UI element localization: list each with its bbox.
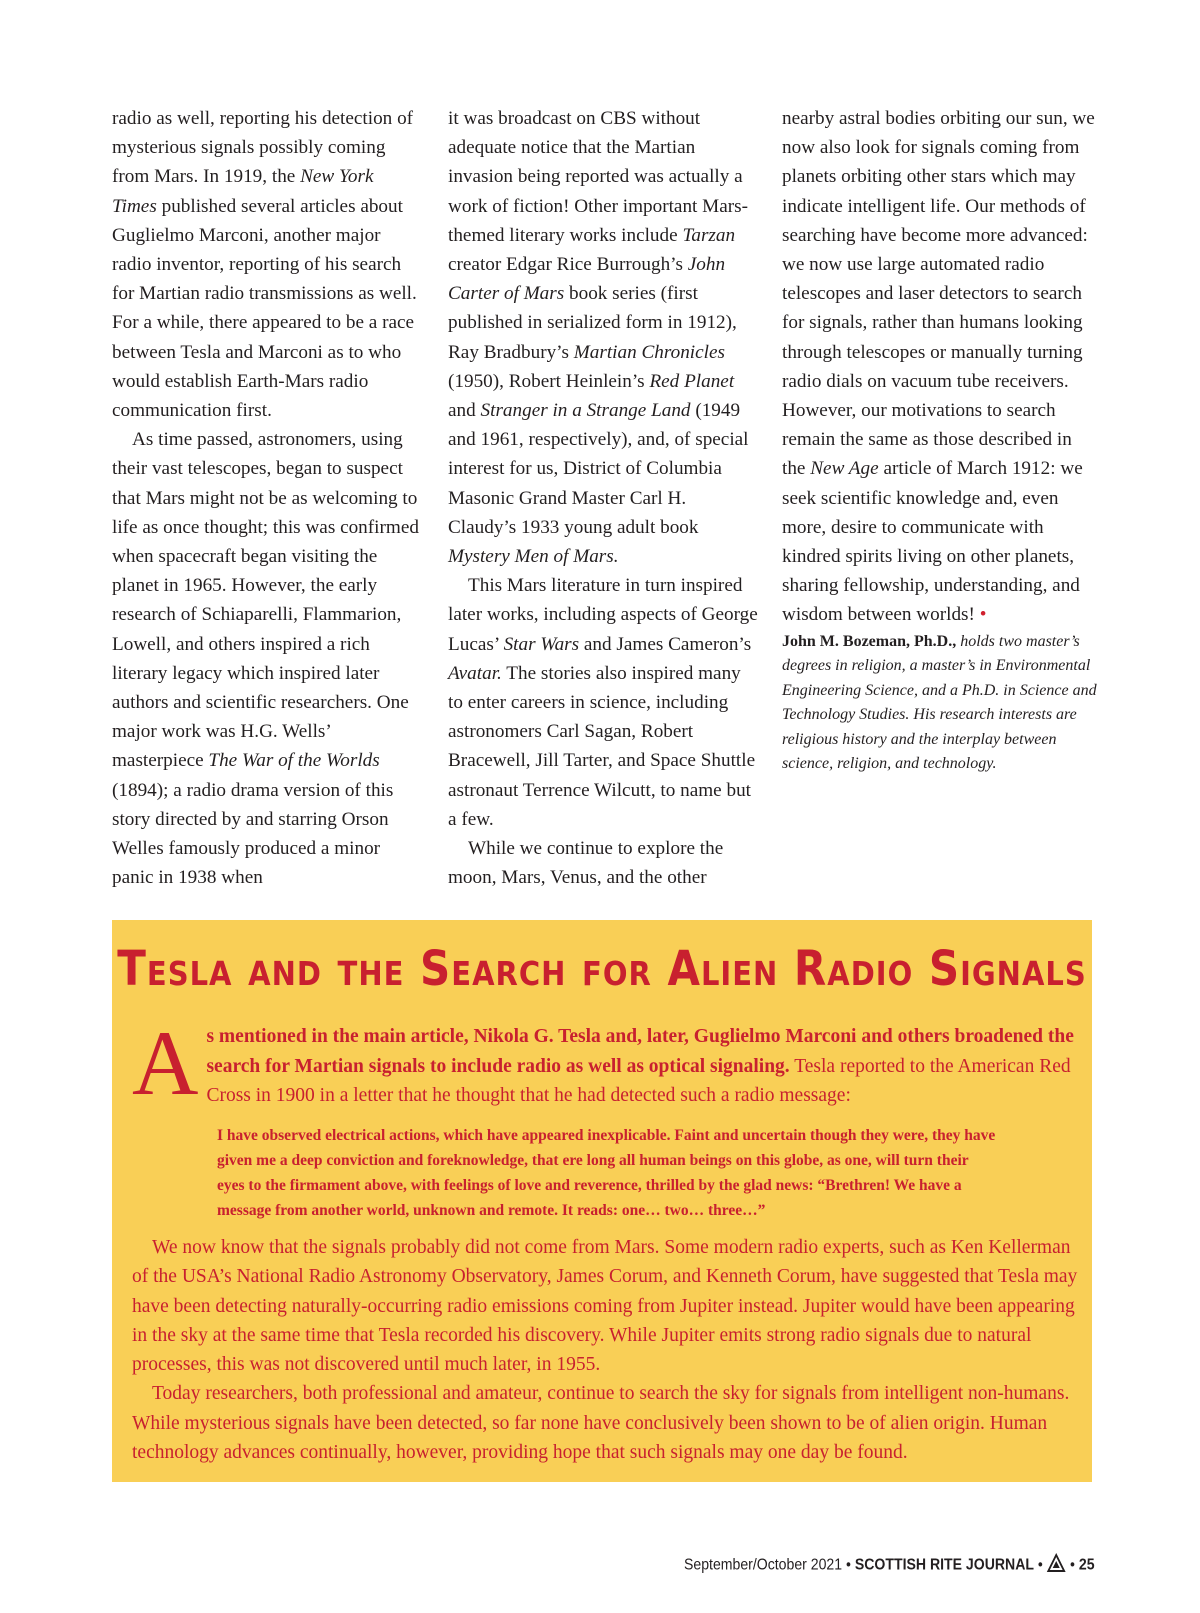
sidebar-title: Tesla and the Search for Alien Radio Signals <box>117 940 1087 997</box>
italic-title: Martian Chronicles <box>573 341 725 363</box>
author-bio <box>782 630 1098 777</box>
drop-cap: A <box>132 1012 199 1114</box>
sidebar-body <box>132 1233 1082 1467</box>
paragraph: Today researchers, both professional and amateur, continue to search the sky for signals from intelligent non-humans. While mysterious signals have been detected, so far none have conclusively been shown to be of alien origin. Human technology advances continually, however, providing hope that such signals may one day be found. <box>132 1383 1070 1464</box>
italic-title: The War of the Worlds <box>208 750 380 772</box>
italic-title: Red Planet <box>649 370 735 392</box>
column-3 <box>782 104 1098 777</box>
page-number: 25 <box>1079 1556 1095 1574</box>
issue-date: September/October 2021 <box>684 1556 843 1574</box>
italic-title: John Carter of Mars <box>448 254 726 305</box>
italic-title: Stranger in a Strange Land <box>480 400 691 422</box>
end-mark-icon: • <box>974 604 987 626</box>
paragraph: We now know that the signals probably did not come from Mars. Some modern radio experts, such as Ken Kellerman of the USA’s National Radio Astronomy Observatory, James Corum, and Kenneth Corum, have suggested that Tesla may have been detecting naturally-occurring radio emissions coming from Jupiter instead. Jupiter would have been appearing in the sky at the same time that Tesla recorded his discovery. While Jupiter emits strong radio signals due to natural processes, this was not discovered until much later, in 1955. <box>132 1237 1078 1376</box>
text: The stories also inspired many to enter careers in science, including astronomers Carl Sagan, Robert Bracewell, Jill Tarter, and Space Shuttle astronaut Terrence Wilcutt, to name but a few. <box>448 662 756 830</box>
text: and James Cameron’s <box>579 633 752 655</box>
text: (1950), Robert Heinlein’s <box>448 370 650 392</box>
author-name: John M. Bozeman, Ph.D., <box>782 632 957 650</box>
article-columns <box>112 104 1097 904</box>
journal-name: SCOTTISH RITE JOURNAL <box>855 1556 1035 1574</box>
text: it was broadcast on CBS without adequate notice that the Martian invasion being reported was actually a work of fiction! Other important Mars-themed literary works include <box>448 108 748 246</box>
intro-bold: s mentioned in the main article, Nikola G. Tesla and, later, Guglielmo Marconi and others broadened the search for Martian signals to include radio as well as optical signaling. <box>206 1026 1074 1077</box>
double-eagle-emblem-icon <box>1047 1553 1066 1578</box>
text: As time passed, astronomers, using their vast telescopes, began to suspect that Mars might not be as welcoming to life as once thought; this was confirmed when spacecraft began visiting the planet in 1965. However, the early research of Schiaparelli, Flammarion, Lowell, and others inspired a rich literary legacy which inspired later authors and scientific researchers. One major work was H.G. Wells’ masterpiece <box>112 429 419 772</box>
block-quote: I have observed electrical actions, which have appeared inexplicable. Faint and uncertain though they were, they have given me a deep conviction and foreknowledge, that ere long all human beings on this globe, as one, will turn their eyes to the firmament above, with feelings of love and reverence, thrilled by the glad news: “Brethren! We have a message from another world, unknown and remote. It reads: one… two… three…” <box>217 1127 996 1219</box>
column-1 <box>112 104 422 892</box>
text: book series (first published in serialized form in 1912), Ray Bradbury’s <box>448 283 737 363</box>
intro-text: Tesla reported to the American Red Cross in 1900 in a letter that he thought that he had detected such a radio message: <box>206 1055 1071 1106</box>
separator: • <box>842 1556 856 1574</box>
sidebar-box <box>112 920 1092 1482</box>
bio-text: holds two master’s degrees in religion, a master’s in Environmental Engineering Science, and a Ph.D. in Science and Technology Studies. His research interests are religious history and the interplay between science, religion, and technology. <box>782 632 1097 773</box>
text: creator Edgar Rice Burrough’s <box>448 254 688 276</box>
italic-title: Avatar. <box>448 662 502 684</box>
text: published several articles about Guglielmo Marconi, another major radio inventor, reporting of his search for Martian radio transmissions as well. For a while, there appeared to be a race between Tesla and Marconi as to who would establish Earth-Mars radio communication first. <box>112 195 417 422</box>
italic-title: New Age <box>810 458 879 480</box>
paragraph <box>782 104 1098 630</box>
text: nearby astral bodies orbiting our sun, we now also look for signals coming from planets orbiting other stars which may indicate intelligent life. Our methods of searching have become more advanced: we now use large automated radio telescopes and laser detectors to search for signals, rather than humans looking through telescopes or manually turning radio dials on vacuum tube receivers. However, our motivations to search remain the same as those described in the <box>782 108 1095 480</box>
italic-title: New York Times <box>112 166 374 217</box>
italic-title: Star Wars <box>503 633 580 655</box>
text: (1949 and 1961, respectively), and, of special interest for us, District of Columbia Masonic Grand Master Carl H. Claudy’s 1933 young adult book <box>448 400 749 538</box>
italic-title: Mystery Men of Mars. <box>448 546 619 568</box>
text: radio as well, reporting his detection of mysterious signals possibly coming from Mars. In 1919, the <box>112 108 414 188</box>
text: This Mars literature in turn inspired later works, including aspects of George Lucas’ <box>448 575 758 655</box>
text: article of March 1912: we seek scientific knowledge and, even more, desire to communicate with kindred spirits living on other planets, sharing fellowship, understanding, and wisdom between worlds! <box>782 458 1083 626</box>
paragraph <box>112 425 422 892</box>
sidebar-intro <box>132 1012 1082 1114</box>
separator: • <box>1034 1556 1048 1574</box>
italic-title: Tarzan <box>682 224 736 246</box>
column-2 <box>448 104 758 892</box>
paragraph <box>112 104 422 425</box>
paragraph: While we continue to explore the moon, Mars, Venus, and the other <box>448 838 724 889</box>
separator: • <box>1066 1556 1080 1574</box>
paragraph <box>448 571 758 834</box>
page-footer <box>684 1553 1095 1578</box>
text: (1894); a radio drama version of this story directed by and starring Orson Welles famously produced a minor panic in 1938 when <box>112 779 394 889</box>
text: and <box>448 400 481 422</box>
paragraph <box>448 104 758 571</box>
